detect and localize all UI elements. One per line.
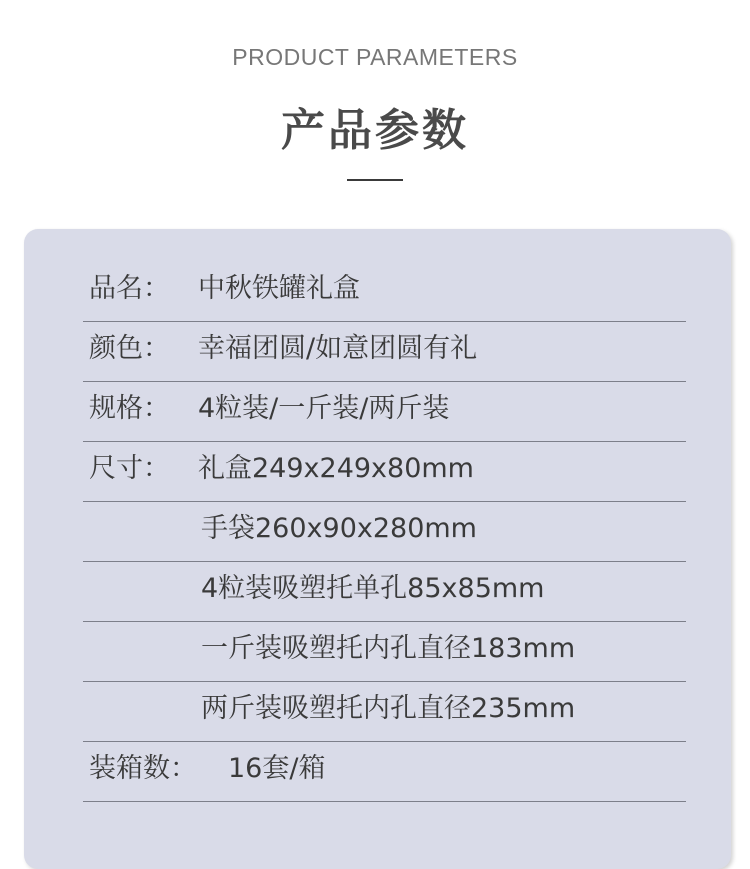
param-label: 颜色： [89,333,170,364]
param-value: 礼盒249x249x80mm [198,453,474,484]
param-label: 品名： [89,273,170,304]
param-label: 规格： [89,393,170,424]
title-divider [347,179,403,181]
param-label: 装箱数： [89,753,197,784]
param-row-size [83,441,686,502]
param-value: 一斤装吸塑托内孔直径183mm [201,633,576,664]
param-row-color [83,321,686,382]
param-value: 两斤装吸塑托内孔直径235mm [201,693,576,724]
param-row-size-tray-2jin [83,681,686,742]
param-row-spec [83,381,686,442]
param-value: 中秋铁罐礼盒 [198,273,360,304]
param-label: 尺寸： [89,453,170,484]
param-row-packing [83,741,686,802]
param-row-size-bag [83,501,686,562]
param-value: 16套/箱 [228,753,326,784]
page-title: 产品参数 [281,105,469,156]
param-row-size-tray-4 [83,561,686,622]
param-value: 4粒装吸塑托单孔85x85mm [201,573,545,604]
param-row-name [83,261,686,322]
page-subtitle: PRODUCT PARAMETERS [232,44,518,70]
param-value: 4粒装/一斤装/两斤装 [198,393,450,424]
param-row-size-tray-1jin [83,621,686,682]
param-value: 幸福团圆/如意团圆有礼 [198,333,478,364]
param-value: 手袋260x90x280mm [201,513,477,544]
